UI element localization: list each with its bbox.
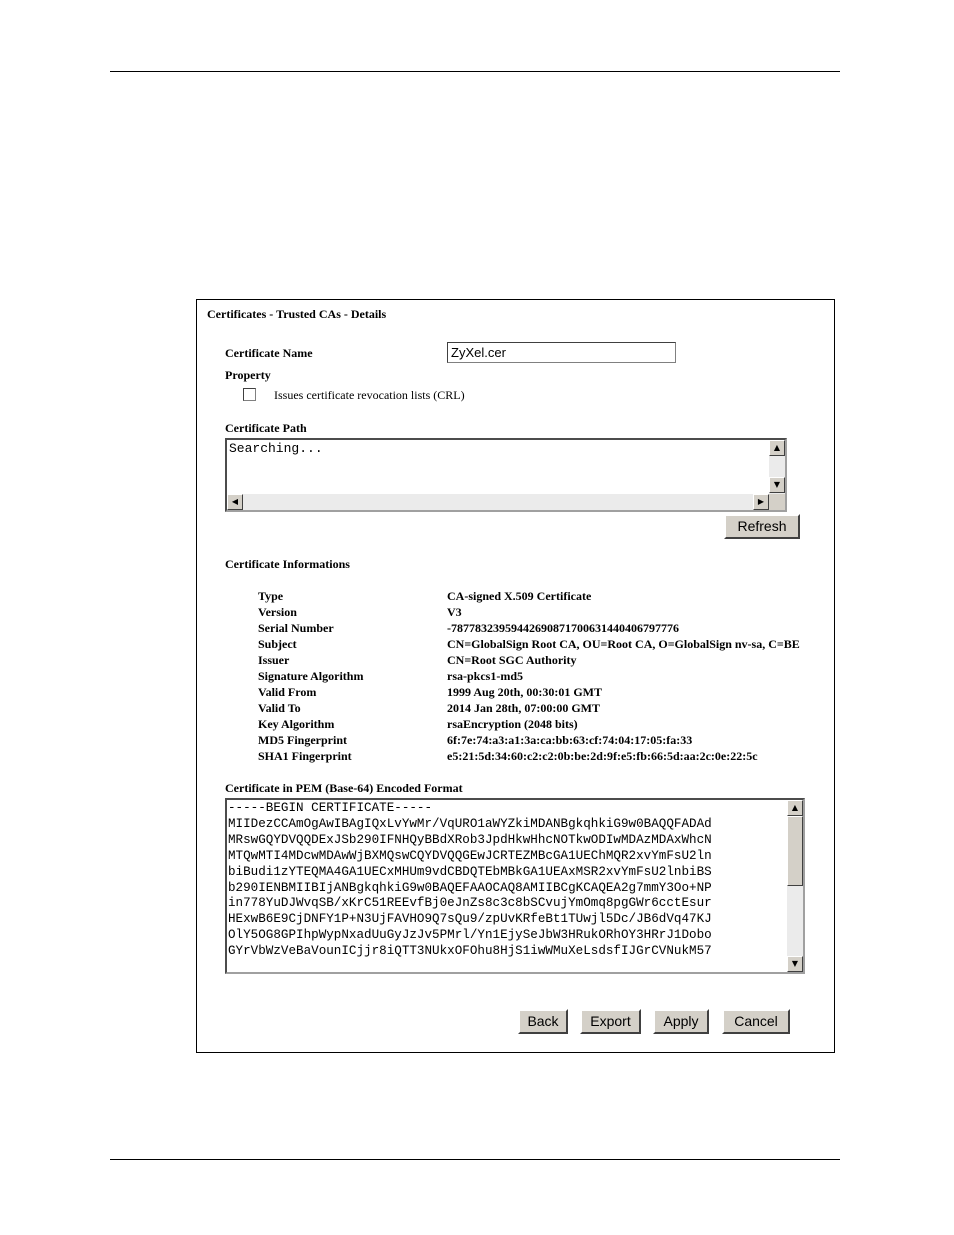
info-value: CN=Root SGC Authority — [447, 653, 577, 667]
scroll-up-arrow-icon[interactable]: ▲ — [769, 440, 785, 456]
info-value: e5:21:5d:34:60:c2:c2:0b:be:2d:9f:e5:fb:66:5d:aa:2c:0e:22:5c — [447, 749, 758, 763]
back-button[interactable]: Back — [518, 1009, 568, 1034]
pem-line: OlY5OG8GPIhpWypNxadUuGyJzJv5PMrl/Yn1EjySeJbW3HRukORhOY3HRrJ1Dobo — [228, 928, 712, 943]
info-value: 6f:7e:74:a3:a1:3a:ca:bb:63:cf:74:04:17:05:fa:33 — [447, 733, 693, 747]
info-key: MD5 Fingerprint — [258, 733, 347, 747]
pem-textarea[interactable] — [225, 798, 805, 974]
info-value: rsaEncryption (2048 bits) — [447, 717, 578, 731]
info-key: Key Algorithm — [258, 717, 335, 731]
info-value: rsa-pkcs1-md5 — [447, 669, 524, 683]
top-rule — [110, 71, 840, 72]
info-key: Version — [258, 605, 297, 619]
scroll-down-arrow-icon[interactable]: ▼ — [769, 477, 785, 493]
property-label: Property — [225, 368, 271, 382]
pem-scroll-thumb[interactable] — [787, 816, 803, 886]
panel-title: Certificates - Trusted CAs - Details — [207, 307, 387, 321]
scroll-left-arrow-icon[interactable]: ◀ — [227, 494, 243, 510]
info-key: Valid From — [258, 685, 317, 699]
pem-line: GYrVbWzVeBaVounICjjr8iQTT3NUkxOFOhu8HjS1iwWMuXeLsdsfIJGrCVNukM57 — [228, 944, 712, 959]
scrollbar-corner — [769, 494, 785, 510]
scroll-up-arrow-icon[interactable]: ▲ — [787, 800, 803, 816]
info-value: 2014 Jan 28th, 07:00:00 GMT — [447, 701, 600, 715]
scroll-down-arrow-icon[interactable]: ▼ — [787, 956, 803, 972]
cancel-button[interactable]: Cancel — [722, 1009, 790, 1034]
pem-line: b290IENBMIIBIjANBgkqhkiG9w0BAQEFAAOCAQ8AMIIBCgKCAQEA2g7mmY3Oo+NP — [228, 880, 712, 895]
apply-button[interactable]: Apply — [653, 1009, 709, 1034]
path-horizontal-scrollbar[interactable] — [227, 494, 769, 510]
scroll-right-arrow-icon[interactable]: ▶ — [753, 494, 769, 510]
info-value: 1999 Aug 20th, 00:30:01 GMT — [447, 685, 603, 699]
info-key: Issuer — [258, 653, 290, 667]
pem-vertical-scrollbar[interactable] — [787, 800, 803, 972]
certificate-path-text: Searching... — [229, 441, 323, 456]
crl-checkbox-label: Issues certificate revocation lists (CRL) — [274, 388, 465, 402]
certificate-informations-label: Certificate Informations — [225, 557, 350, 571]
bottom-rule — [110, 1159, 840, 1160]
refresh-button[interactable]: Refresh — [724, 514, 800, 539]
info-key: Serial Number — [258, 621, 334, 635]
info-key: Signature Algorithm — [258, 669, 364, 683]
path-vertical-scrollbar[interactable] — [769, 440, 785, 494]
info-value: V3 — [447, 605, 462, 619]
info-value: CN=GlobalSign Root CA, OU=Root CA, O=GlobalSign nv-sa, C=BE — [447, 637, 800, 651]
certificate-path-label: Certificate Path — [225, 421, 307, 435]
pem-line: MIIDezCCAmOgAwIBAgIQxLvYwMr/VqURO1aWYZkiMDANBgkqhkiG9w0BAQQFADAd — [228, 816, 712, 831]
certificate-name-input[interactable] — [447, 342, 676, 363]
crl-checkbox[interactable] — [243, 388, 256, 401]
info-key: Type — [258, 589, 284, 603]
certificate-details-panel — [196, 299, 835, 1053]
certificate-name-label: Certificate Name — [225, 346, 313, 360]
info-key: Subject — [258, 637, 297, 651]
pem-line: in778YuDJWvqSB/xKrC51REEvfBj0eJnZs8c3c8bSCvujYmOmq8pgGWr6cctEsur — [228, 896, 712, 911]
certificate-path-textarea[interactable] — [225, 438, 787, 512]
export-button[interactable]: Export — [580, 1009, 641, 1034]
pem-text — [228, 801, 712, 960]
info-key: Valid To — [258, 701, 301, 715]
info-value: CA-signed X.509 Certificate — [447, 589, 592, 603]
pem-format-label: Certificate in PEM (Base-64) Encoded Format — [225, 781, 463, 795]
info-value: -78778323959442690871700631440406797776 — [447, 621, 679, 635]
pem-line: biBudi1zYTEQMA4GA1UECxMHUm9vdCBDQTEbMBkGA1UEAxMSR2xvYmFsU2lnbiBS — [228, 864, 712, 879]
pem-line: -----BEGIN CERTIFICATE----- — [228, 801, 433, 815]
pem-line: MRswGQYDVQQDExJSb290IFNHQyBBdXRob3JpdHkwHhcNOTkwODIwMDAzMDAxWhcN — [228, 832, 712, 847]
pem-line: HExwB6E9CjDNFY1P+N3UjFAVHO9Q7sQu9/zpUvKRfeBt1TUwjl5Dc/JB6dVq47KJ — [228, 912, 712, 927]
info-key: SHA1 Fingerprint — [258, 749, 352, 763]
pem-line: MTQwMTI4MDcwMDAwWjBXMQswCQYDVQQGEwJCRTEZMBcGA1UEChMQR2xvYmFsU2ln — [228, 848, 712, 863]
